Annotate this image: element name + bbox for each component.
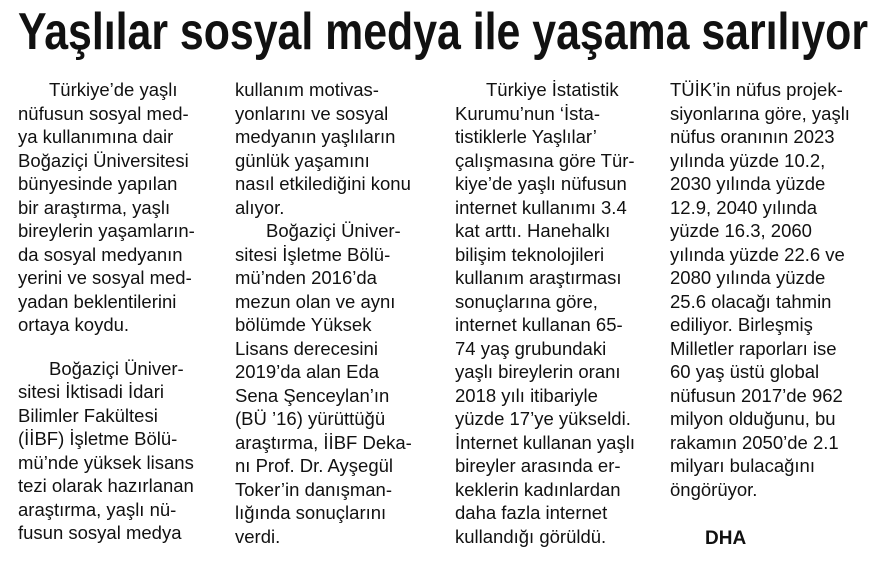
text-line: TÜİK’in nüfus projek- [670, 79, 843, 100]
text-line: 12.9, 2040 yılında [670, 196, 818, 218]
text-line: (BÜ ’16) yürüttüğü [235, 408, 386, 429]
article-column-3 [455, 78, 670, 548]
text-line: Lisans derecesini [235, 337, 378, 359]
text-line: internet kullanımı 3.4 [455, 196, 627, 218]
text-line: kat arttı. Hanehalkı [455, 220, 611, 241]
text-line: yonlarını ve sosyal [235, 102, 389, 124]
article-column-1 [18, 78, 233, 545]
text-line: araştırma, İİBF Deka- [235, 431, 412, 453]
text-line: bölümde Yüksek [235, 314, 372, 335]
text-line: 2030 yılında yüzde [670, 173, 826, 194]
text-line: milyarı bulacağını [670, 455, 815, 476]
text-line: milyon olduğunu, bu [670, 408, 836, 429]
text-line: Bilimler Fakültesi [18, 404, 158, 426]
text-line: Milletler raporları ise [670, 337, 837, 359]
text-line: nüfus oranının 2023 [670, 126, 835, 147]
article-column-2 [235, 78, 450, 548]
text-line: Boğaziçi Üniver- [266, 220, 401, 241]
text-line: 25.6 olacağı tahmin [670, 290, 832, 312]
text-line: yılında yüzde 22.6 ve [670, 243, 845, 265]
text-line: nasıl etkilediğini konu [235, 173, 411, 194]
text-line: nüfusun 2017’de 962 [670, 384, 843, 406]
text-line: yüzde 17’ye yükseldi. [455, 408, 631, 429]
text-line: tistiklerle Yaşlılar’ [455, 126, 597, 147]
text-line: keklerin kadınlardan [455, 478, 621, 500]
text-line: tezi olarak hazırlanan [18, 475, 194, 496]
text-line: lığında sonuçlarını [235, 502, 387, 523]
text-line: araştırma, yaşlı nü- [18, 498, 177, 520]
article-column-4 [670, 78, 885, 501]
text-line: Boğaziçi Üniversitesi [18, 149, 189, 171]
text-line: mü’nde yüksek lisans [18, 451, 194, 473]
text-line: bilişim teknolojileri [455, 243, 605, 265]
text-line: Türkiye İstatistik [486, 79, 619, 100]
headline-container [18, 4, 868, 60]
text-line: İnternet kullanan yaşlı [455, 431, 635, 453]
text-line: bir araştırma, yaşlı [18, 196, 171, 218]
text-line: sitesi İşletme Bölü- [235, 243, 391, 265]
text-line: 74 yaş grubundaki [455, 337, 607, 359]
text-line: Türkiye’de yaşlı [49, 79, 178, 100]
text-line: 60 yaş üstü global [670, 361, 820, 382]
text-line: alıyor. [235, 196, 285, 218]
text-line: ya kullanımına dair [18, 126, 174, 147]
text-line: yerini ve sosyal med- [18, 267, 192, 288]
text-line: yadan beklentilerini [18, 290, 177, 312]
text-line: Kurumu’nun ‘İsta- [455, 102, 600, 124]
text-line: 2018 yılı itibariyle [455, 384, 598, 406]
text-line: kullanım motivas- [235, 79, 379, 100]
text-line: bireyler arasında er- [455, 455, 621, 476]
byline: DHA [705, 528, 747, 549]
text-line: sitesi İktisadi İdari [18, 381, 164, 402]
text-line: bireylerin yaşamların- [18, 220, 195, 241]
text-line: ediliyor. Birleşmiş [670, 314, 813, 335]
text-line: rakamın 2050’de 2.1 [670, 431, 839, 453]
text-line: internet kullanan 65- [455, 314, 623, 335]
text-line: verdi. [235, 525, 281, 547]
text-line: bünyesinde yapılan [18, 173, 178, 194]
text-line: yüzde 16.3, 2060 [670, 220, 812, 241]
text-line: günlük yaşamını [235, 149, 370, 171]
text-line: mezun olan ve aynı [235, 290, 396, 312]
text-line: öngörüyor. [670, 478, 758, 500]
text-line: çalışmasına göre Tür- [455, 149, 635, 171]
text-line: kullanım araştırması [455, 267, 622, 288]
text-line: daha fazla internet [455, 502, 608, 523]
text-line: (İİBF) İşletme Bölü- [18, 428, 178, 449]
text-line: kullandığı görüldü. [455, 525, 607, 547]
text-line: 2080 yılında yüzde [670, 267, 826, 288]
text-line: ortaya koydu. [18, 314, 130, 335]
text-line: da sosyal medyanın [18, 243, 183, 265]
text-line: yılında yüzde 10.2, [670, 149, 826, 171]
text-line: Sena Şenceylan’ın [235, 384, 390, 406]
text-line: fusun sosyal medya [18, 522, 182, 543]
text-line: medyanın yaşlıların [235, 126, 396, 147]
text-line: siyonlarına göre, yaşlı [670, 102, 850, 124]
headline: Yaşlılar sosyal medya ile yaşama sarılıyor [18, 3, 868, 61]
text-line: sonuçlarına göre, [455, 290, 598, 312]
text-line: mü’nden 2016’da [235, 267, 377, 288]
text-line: nı Prof. Dr. Ayşegül [235, 455, 394, 476]
text-line: Boğaziçi Üniver- [49, 357, 184, 379]
text-line: yaşlı bireylerin oranı [455, 361, 621, 382]
paragraph-gap [18, 337, 233, 357]
text-line: 2019’da alan Eda [235, 361, 380, 382]
text-line: Toker’in danışman- [235, 478, 392, 500]
text-line: nüfusun sosyal med- [18, 102, 189, 124]
text-line: kiye’de yaşlı nüfusun [455, 173, 627, 194]
